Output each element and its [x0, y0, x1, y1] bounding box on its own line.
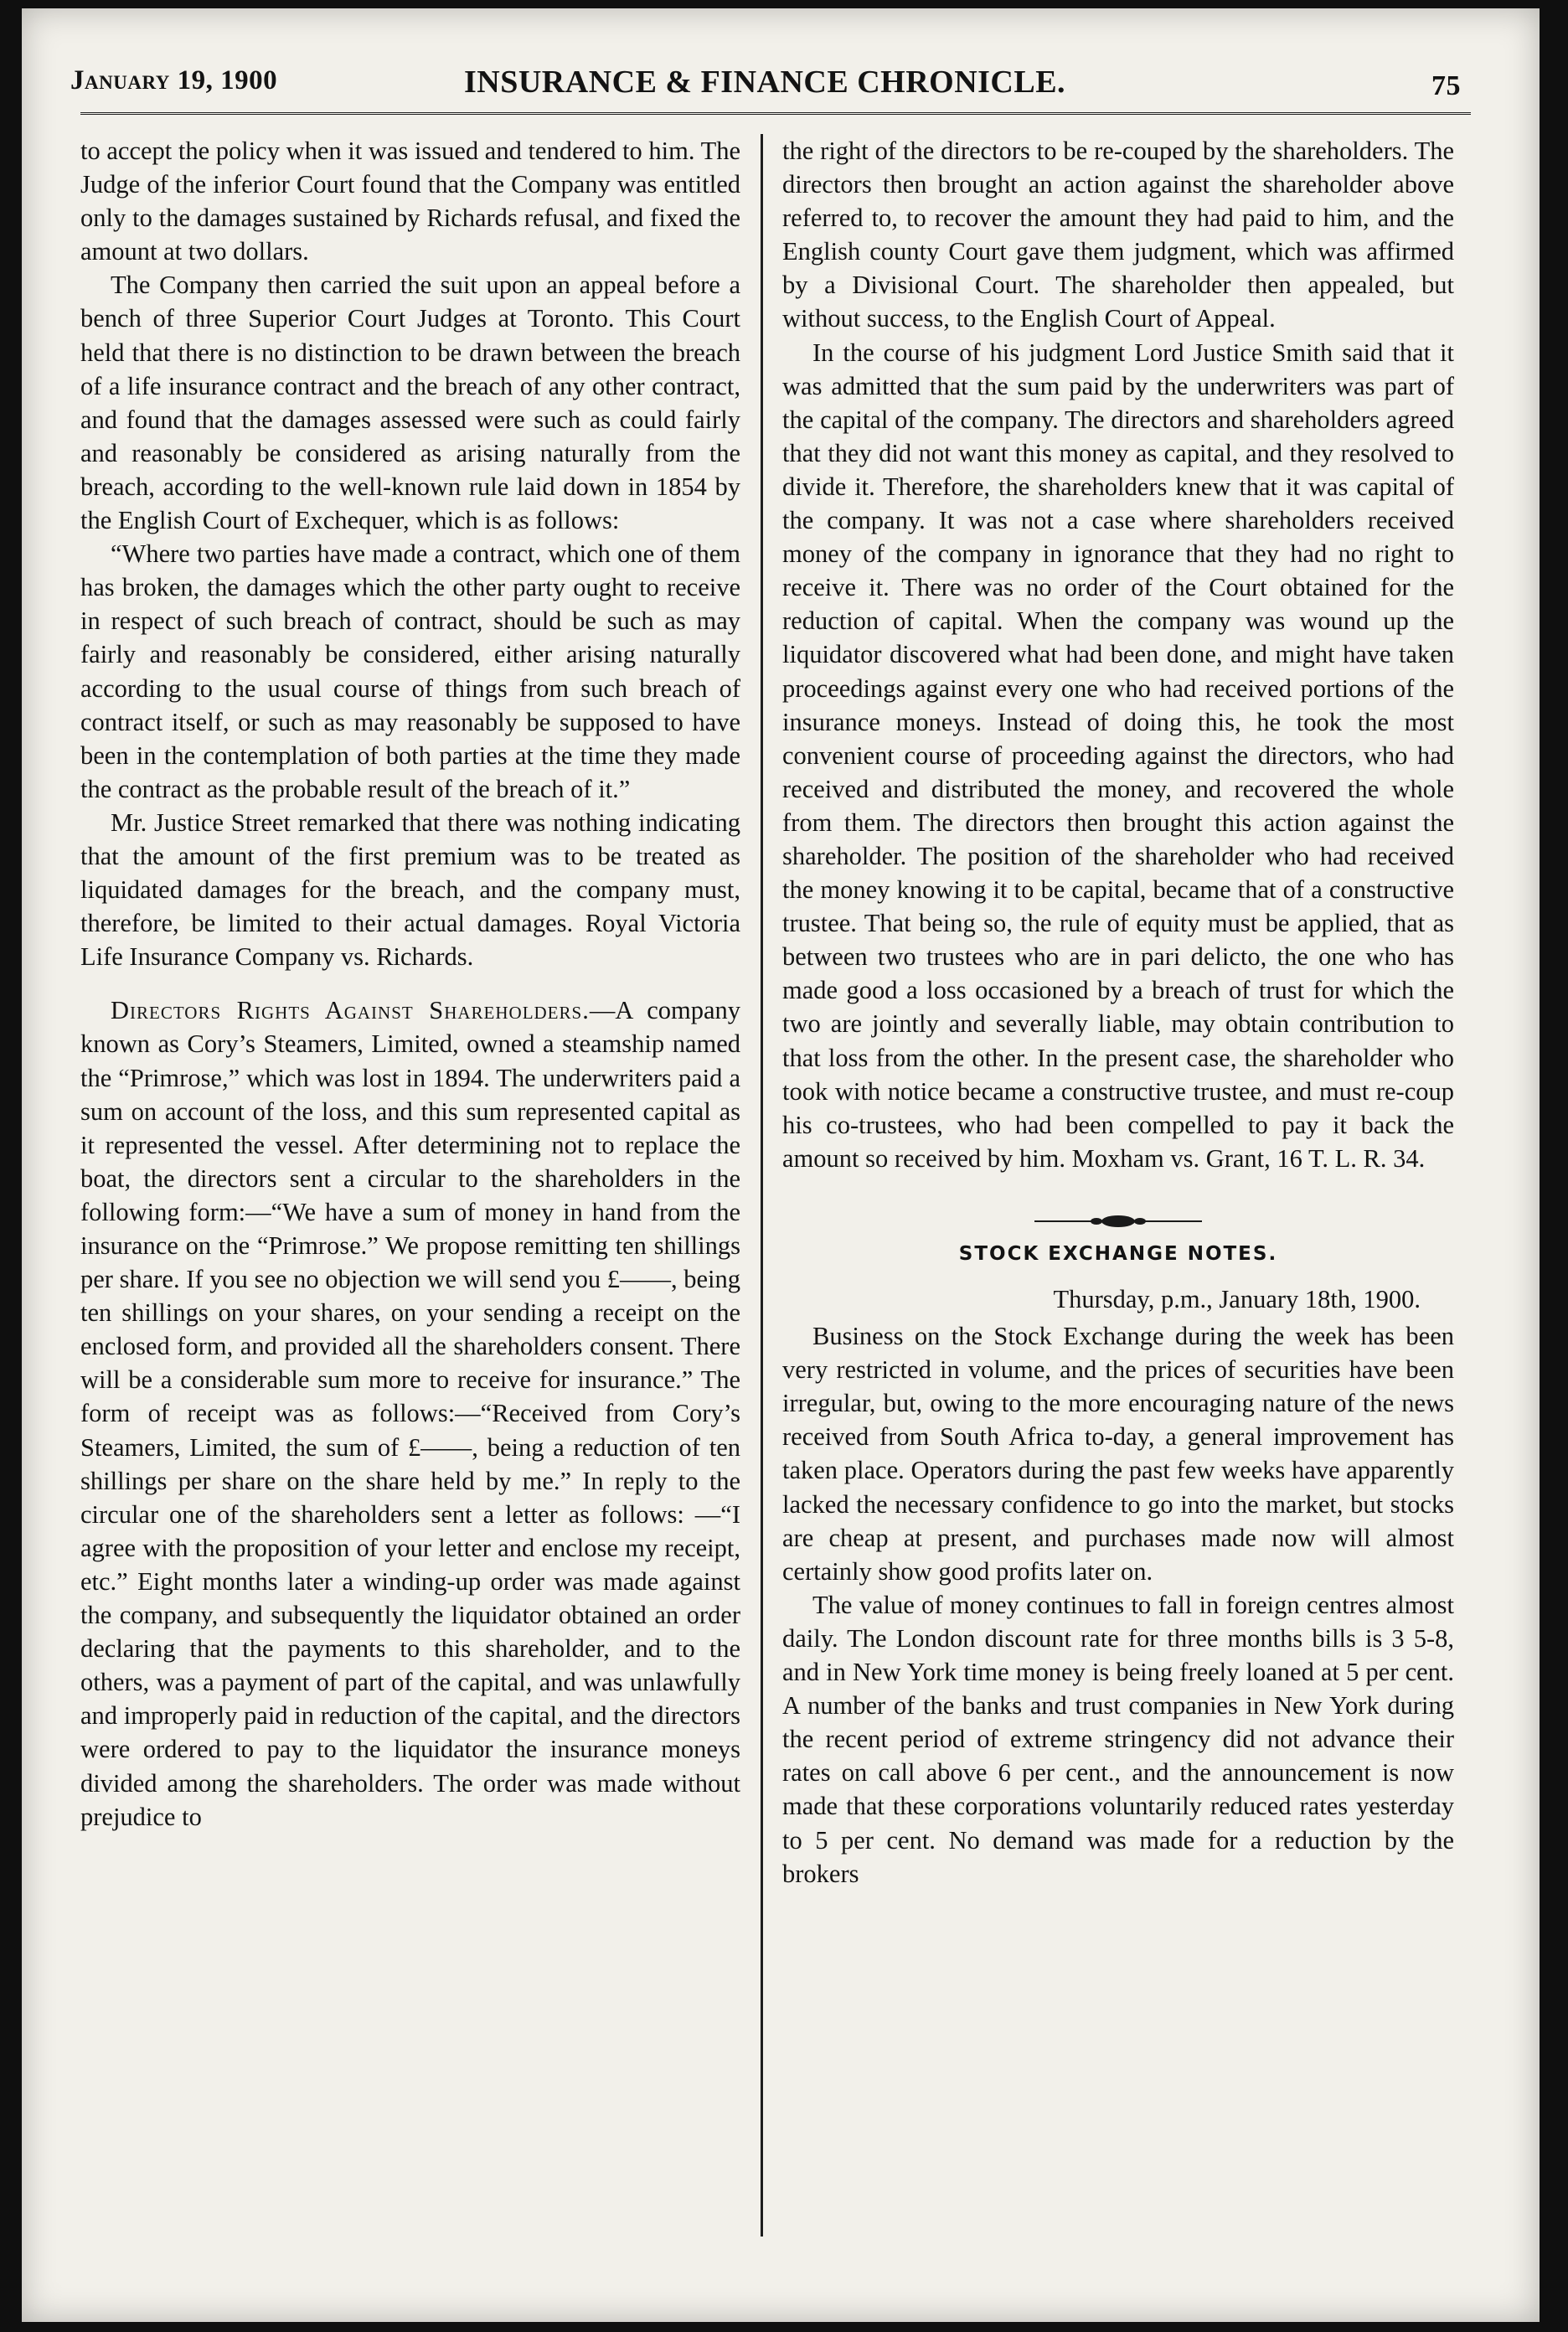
header-title: INSURANCE & FINANCE CHRONICLE. [464, 64, 1066, 100]
left-column [80, 134, 740, 1834]
header-date: January 19, 1900 [70, 65, 278, 95]
page-header [70, 59, 1461, 109]
column-rule [761, 134, 763, 2237]
left-paragraph-1: to accept the policy when it was issued and tendered to him. The Judge of the inferior Court found that the Company was entitled only to the damages sustained by Richards refusal, and fixed the amount at two dollars. [80, 137, 740, 266]
right-paragraph-1: the right of the directors to be re-couped by the shareholders. The directors then brought an action against the shareholder above referred to, to recover the amount they had paid to him, and the English county Court gave them judgment, which was affirmed by a Divisional Court. The shareholder then appealed, but without success, to the English Court of Appeal. [782, 137, 1454, 333]
section-ornament [782, 1205, 1454, 1227]
paragraph-gap [80, 973, 740, 993]
right-column [782, 134, 1454, 1891]
right-paragraph-3: Business on the Stock Exchange during the week has been very restricted in volume, and the prices of securities have been irregular, but, owing to the more encouraging nature of the news received from South Africa to-day, a general improvement has taken place. Operators during the past few weeks have apparently lacked the necessary confidence to go into the market, but stocks are cheap at present, and purchases made now will almost certainly show good profits later on. [782, 1322, 1454, 1586]
left-paragraph-4: Mr. Justice Street remarked that there was nothing indicating that the amount of the first premium was to be treated as liquidated damages for the breach, and the company must, therefore, be limited to their actual damages. Royal Victoria Life Insurance Company vs. Richards. [80, 807, 740, 972]
left-quotation: “Where two parties have made a contract, which one of them has broken, the damages which the other party ought to receive in respect of such breach of contract, should be such as may fairly and reasonably be considered, either arising naturally according to the usual course of things from such breach of contract itself, or such as may reasonably be supposed to have been in the contemplation of both parties at the time they made the contract as the probable result of the breach of it.” [80, 539, 740, 803]
directors-rights-text: —A company known as Cory’s Steamers, Limited, owned a steamship named the “Primrose,” which was lost in 1894. The underwriters paid a sum on account of the loss, and this sum represented capital as it represented the vessel. After determining not to replace the boat, the directors sent a circular to the shareholders in the following form:—“We have a sum of money in hand from the insurance on the “Primrose.” We propose remitting ten shillings per share. If you see no objection we will send you £——, being ten shillings on your shares, on your sending a receipt on the enclosed form, and provided all the shareholders consent. There will be a considerable sum more to receive for insurance.” The form of receipt was as follows:—“Received from Cory’s Steamers, Limited, the sum of £——, being a reduction of ten shillings per share on the share held by me.” In reply to the circular one of the shareholders sent a letter as follows: —“I agree with the proposition of your letter and enclose my receipt, etc.” Eight months later a winding-up order was made against the company, and subsequently the liquidator obtained an order declaring that the payments to this shareholder, and to the others, was a payment of part of the capital, and was unlawfully and improperly paid in reduction of the capital, and the directors were ordered to pay to the liquidator the insurance moneys divided among the shareholders. The order was made without prejudice to [80, 996, 740, 1831]
left-paragraph-2: The Company then carried the suit upon an appeal before a bench of three Superior Court Judges at Toronto. This Court held that there is no distinction to be drawn between the breach of a life insurance contract and the breach of any other contract, and found that the damages assessed were such as could fairly and reasonably be considered as arising naturally from the breach, according to the well-known rule laid down in 1854 by the English Court of Exchequer, which is as follows: [80, 271, 740, 535]
stock-exchange-dateline: Thursday, p.m., January 18th, 1900. [1053, 1285, 1421, 1313]
left-paragraph-5 [80, 993, 740, 1833]
stock-exchange-heading: STOCK EXCHANGE NOTES. [958, 1242, 1278, 1265]
directors-rights-heading: Directors Rights Against Shareholders. [111, 996, 590, 1025]
right-paragraph-2: In the course of his judgment Lord Justice Smith said that it was admitted that the sum paid by the underwriters was part of the capital of the company. The directors and shareholders agreed that they did not want this money as capital, and they resolved to divide it. Therefore, the shareholders knew that it was capital of the company. It was not a case where shareholders received money of the company in ignorance that they had no right to receive it. There was no order of the Court obtained for the reduction of capital. When the company was wound up the liquidator discovered what had been done, and might have taken proceedings against every one who had received portions of the insurance moneys. Instead of doing this, he took the most convenient course of proceeding against the directors, who had received and distributed the money, and recovered the whole from them. The directors then brought this action against the shareholder. The position of the shareholder who had received the money knowing it to be capital, became that of a constructive trustee. That being so, the rule of equity must be applied, that as between two trustees who are in pari delicto, the one who has made good a loss occasioned by a breach of trust for which the two are jointly and severally liable, may obtain contribution to that loss from the other. In the present case, the shareholder who took with notice became a constructive trustee, and must re-coup his co-trustees, who had been compelled to pay it back the amount so received by him. Moxham vs. Grant, 16 T. L. R. 34. [782, 338, 1454, 1173]
right-paragraph-4: The value of money continues to fall in foreign centres almost daily. The London discount rate for three months bills is 3 5-8, and in New York time money is being freely loaned at 5 per cent. A number of the banks and trust companies in New York during the recent period of extreme stringency did not advance their rates on call above 6 per cent., and the announcement is now made that these corporations voluntarily reduced rates yesterday to 5 per cent. No demand was made for a reduction by the brokers [782, 1590, 1454, 1888]
newspaper-page [22, 8, 1540, 2322]
header-rule [80, 112, 1471, 115]
page-number: 75 [1431, 70, 1461, 101]
